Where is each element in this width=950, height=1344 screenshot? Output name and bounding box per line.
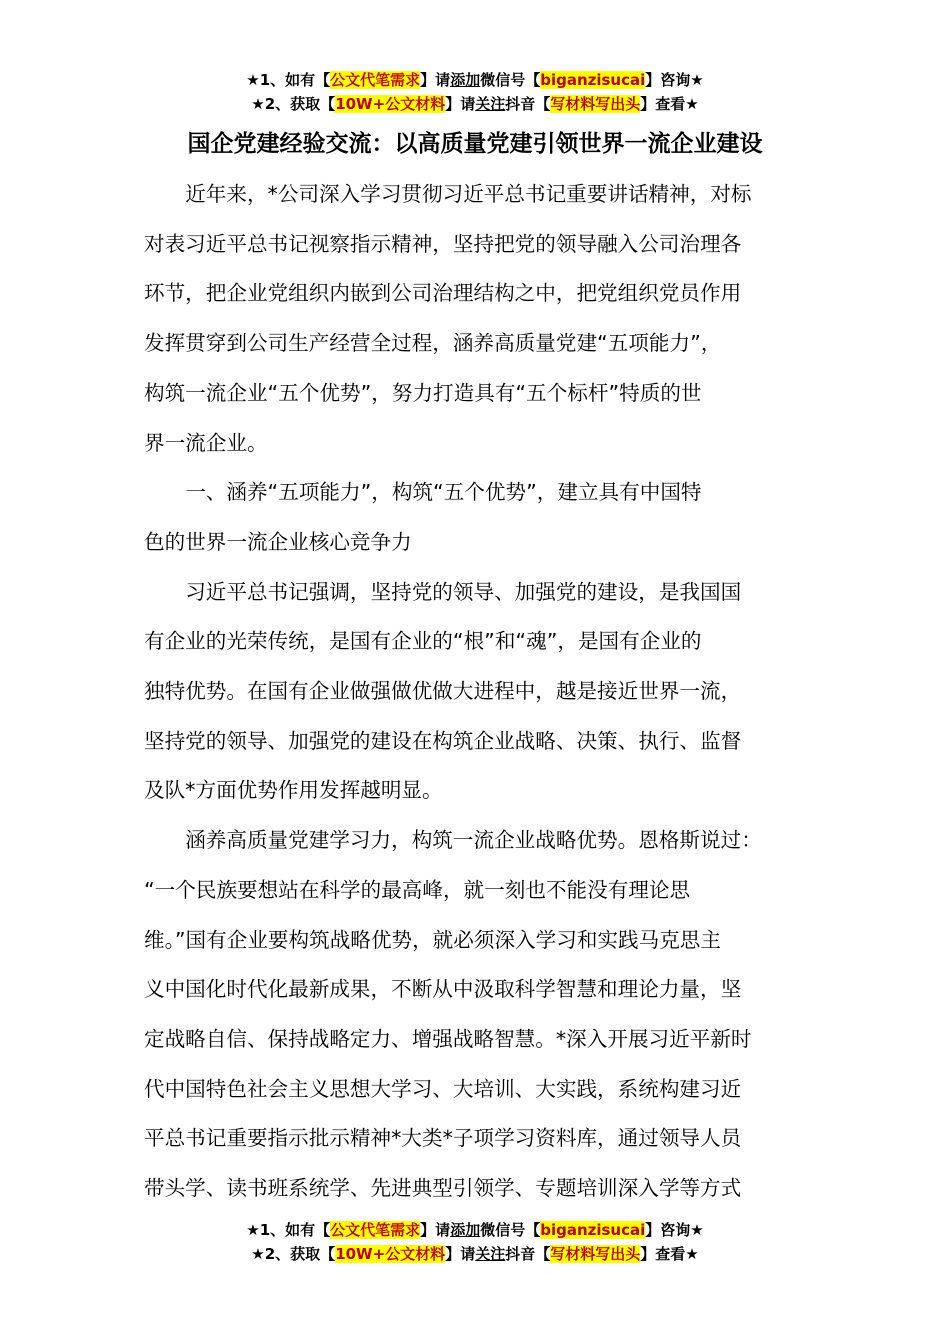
promo-banner-bottom bbox=[0, 1218, 950, 1266]
promo-text: 】咨询★ bbox=[645, 71, 704, 89]
promo-line-2 bbox=[0, 1242, 950, 1266]
text-line: 坚持党的领导、加强党的建设在构筑企业战略、决策、执行、监督 bbox=[144, 728, 742, 753]
promo-text: 】查看★ bbox=[640, 95, 699, 113]
promo-emphasis: 关注 bbox=[475, 95, 506, 113]
section-heading-1 bbox=[144, 468, 806, 567]
text-line: 定战略自信、保持战略定力、增强战略智慧。*深入开展习近平新时 bbox=[144, 1026, 752, 1051]
promo-highlight: 10W+公文材料 bbox=[335, 95, 446, 113]
text-line: 代中国特色社会主义思想大学习、大培训、大实践，系统构建习近 bbox=[144, 1076, 742, 1101]
text-line: 构筑一流企业“五个优势”，努力打造具有“五个标杆”特质的世 bbox=[144, 380, 702, 405]
promo-text: 】请 bbox=[445, 95, 476, 113]
promo-text: ★1、如有【 bbox=[246, 1221, 331, 1239]
promo-highlight: biganzisucai bbox=[540, 1221, 646, 1239]
document-title: 国企党建经验交流：以高质量党建引领世界一流企业建设 bbox=[187, 131, 763, 157]
promo-emphasis: 添加 bbox=[450, 71, 481, 89]
text-line: 习近平总书记强调，坚持党的领导、加强党的建设，是我国国 bbox=[185, 579, 742, 604]
text-line: 近年来，*公司深入学习贯彻习近平总书记重要讲话精神，对标 bbox=[185, 182, 752, 206]
promo-highlight: 公文代笔需求 bbox=[330, 1221, 421, 1239]
text-line: “一个民族要想站在科学的最高峰，就一刻也不能没有理论思 bbox=[144, 877, 691, 902]
text-line: 有企业的光荣传统，是国有企业的“根”和“魂”，是国有企业的 bbox=[144, 629, 702, 654]
promo-text: ★2、获取【 bbox=[251, 1245, 336, 1263]
promo-line-1 bbox=[0, 68, 950, 92]
promo-text: 】请 bbox=[420, 71, 451, 89]
text-line: 色的世界一流企业核心竞争力 bbox=[144, 529, 412, 554]
text-line: 带头学、读书班系统学、先进典型引领学、专题培训深入学等方式 bbox=[144, 1176, 742, 1201]
promo-text: 】查看★ bbox=[640, 1245, 699, 1263]
text-line: 及队*方面优势作用发挥越明显。 bbox=[144, 778, 443, 803]
promo-highlight: 公文代笔需求 bbox=[330, 71, 421, 89]
promo-text: 】请 bbox=[420, 1221, 451, 1239]
text-line: 发挥贯穿到公司生产经营全过程，涵养高质量党建“五项能力”， bbox=[144, 331, 722, 356]
text-line: 涵养高质量党建学习力，构筑一流企业战略优势。恩格斯说过： bbox=[185, 828, 762, 853]
promo-text: 微信号【 bbox=[480, 1221, 541, 1239]
promo-line-1 bbox=[0, 1218, 950, 1242]
promo-highlight: biganzisucai bbox=[540, 71, 646, 89]
text-line: 一、涵养“五项能力”，构筑“五个优势”，建立具有中国特 bbox=[185, 480, 702, 505]
promo-text: 】咨询★ bbox=[645, 1221, 704, 1239]
promo-text: ★1、如有【 bbox=[246, 71, 331, 89]
promo-emphasis: 关注 bbox=[475, 1245, 506, 1263]
promo-line-2 bbox=[0, 92, 950, 116]
paragraph-learning-capacity bbox=[144, 816, 806, 1214]
text-line: 义中国化时代化最新成果，不断从中汲取科学智慧和理论力量，坚 bbox=[144, 977, 742, 1002]
text-line: 界一流企业。 bbox=[144, 430, 268, 455]
promo-highlight: 写材料写出头 bbox=[550, 95, 641, 113]
promo-text: 抖音【 bbox=[505, 1245, 551, 1263]
text-line: 环节，把企业党组织内嵌到公司治理结构之中，把党组织党员作用 bbox=[144, 281, 742, 306]
text-line: 维。”国有企业要构筑战略优势，就必须深入学习和实践马克思主 bbox=[144, 927, 721, 952]
promo-highlight: 写材料写出头 bbox=[550, 1245, 641, 1263]
promo-text: ★2、获取【 bbox=[251, 95, 336, 113]
text-line: 平总书记重要指示批示精神*大类*子项学习资料库，通过领导人员 bbox=[144, 1126, 742, 1151]
promo-emphasis: 添加 bbox=[450, 1221, 481, 1239]
paragraph-intro bbox=[144, 170, 806, 468]
promo-text: 】请 bbox=[445, 1245, 476, 1263]
document-body bbox=[144, 170, 806, 1214]
promo-banner-top bbox=[0, 68, 950, 116]
promo-text: 微信号【 bbox=[480, 71, 541, 89]
text-line: 独特优势。在国有企业做强做优做大进程中，越是接近世界一流， bbox=[144, 679, 742, 704]
text-line: 对表习近平总书记视察指示精神，坚持把党的领导融入公司治理各 bbox=[144, 231, 742, 256]
paragraph-party-leadership bbox=[144, 568, 806, 817]
promo-highlight: 10W+公文材料 bbox=[335, 1245, 446, 1263]
promo-text: 抖音【 bbox=[505, 95, 551, 113]
